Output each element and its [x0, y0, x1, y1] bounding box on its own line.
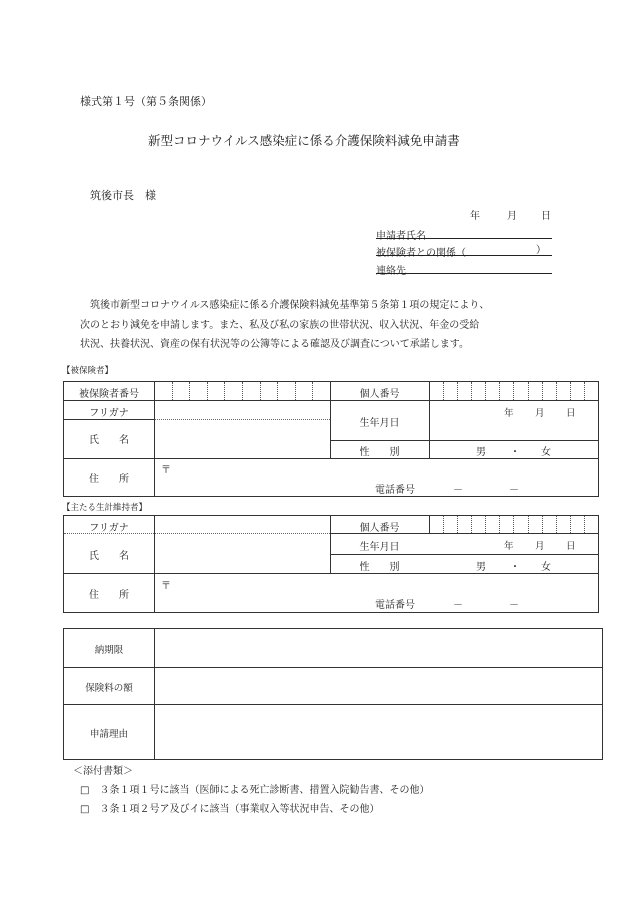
date-year-label: 年 — [470, 211, 480, 222]
supporter-gender-male[interactable]: 男 — [476, 562, 486, 573]
supporter-birthdate-label: 生年月日 — [359, 542, 400, 553]
insured-number-input[interactable] — [155, 382, 330, 400]
body-line-2: 次のとおり減免を申請します。また、私及び私の家族の世帯状況、収入状況、年金の受給 — [80, 320, 480, 331]
supporter-birth-day: 日 — [566, 541, 576, 552]
supporter-birth-year: 年 — [504, 541, 514, 552]
payment-table — [63, 628, 603, 760]
insured-birth-month: 月 — [535, 408, 545, 419]
supporter-gender-separator: ・ — [510, 562, 520, 573]
date-day-label: 日 — [541, 211, 551, 222]
attachment-item-1[interactable]: □ ３条１項１号に該当（医師による死亡診断書、措置入院勧告書、その他） — [80, 785, 430, 796]
supporter-table — [63, 515, 599, 613]
applicant-contact-field[interactable] — [376, 259, 552, 277]
supporter-phone-dash-1: － — [453, 600, 463, 611]
insured-gender-separator: ・ — [510, 447, 520, 458]
applicant-relation-field[interactable] — [376, 241, 552, 259]
supporter-personal-number-label: 個人番号 — [359, 523, 400, 534]
supporter-name-label: 氏 名 — [89, 551, 129, 562]
insured-postal-mark: 〒 — [161, 465, 171, 476]
insured-name-label: 氏 名 — [89, 435, 129, 446]
applicant-name-label: 申請者氏名 — [376, 231, 426, 242]
insured-birthdate-label: 生年月日 — [359, 418, 400, 429]
payment-due-label: 納期限 — [94, 645, 124, 656]
insured-personal-number-input[interactable] — [430, 382, 598, 400]
insured-gender-label: 性 別 — [359, 447, 400, 458]
body-line-1: 筑後市新型コロナウイルス感染症に係る介護保険料減免基準第５条第１項の規定により、 — [90, 300, 490, 311]
insured-personal-number-label: 個人番号 — [359, 389, 400, 400]
supporter-section-header: 【主たる生計維持者】 — [62, 503, 148, 513]
insured-phone-label: 電話番号 — [375, 485, 415, 496]
payment-due-field[interactable] — [155, 629, 601, 667]
document-title: 新型コロナウイルス感染症に係る介護保険料減免申請書 — [148, 133, 460, 148]
form-number: 様式第１号（第５条関係） — [80, 95, 212, 108]
insured-address-label: 住 所 — [89, 474, 129, 485]
insured-birth-day: 日 — [566, 408, 576, 419]
addressee: 筑後市長 様 — [90, 189, 156, 202]
payment-reason-label: 申請理由 — [89, 729, 128, 740]
payment-reason-field[interactable] — [155, 705, 601, 759]
insured-birth-year: 年 — [504, 408, 514, 419]
supporter-personal-number-input[interactable] — [430, 516, 598, 533]
insured-number-label: 被保険者番号 — [79, 389, 139, 400]
attachments-header: ＜添付書類＞ — [73, 766, 133, 777]
applicant-relation-close: ） — [536, 245, 546, 256]
supporter-gender-label: 性 別 — [359, 562, 400, 573]
supporter-address-label: 住 所 — [89, 590, 129, 601]
applicant-contact-label: 連絡先 — [376, 266, 406, 277]
insured-gender-female[interactable]: 女 — [541, 447, 551, 458]
supporter-phone-label: 電話番号 — [375, 600, 415, 611]
supporter-birth-month: 月 — [535, 541, 545, 552]
supporter-phone-dash-2: － — [509, 600, 519, 611]
payment-amount-field[interactable] — [155, 668, 601, 704]
insured-phone-dash-2: － — [509, 485, 519, 496]
attachment-item-2[interactable]: □ ３条１項２号ア及びイに該当（事業収入等状況申告、その他） — [80, 804, 380, 815]
applicant-name-field[interactable] — [376, 224, 552, 242]
payment-amount-label: 保険料の額 — [85, 683, 133, 694]
applicant-relation-label: 被保険者との関係（ — [376, 248, 466, 259]
supporter-postal-mark: 〒 — [161, 581, 171, 592]
insured-furigana-label: フリガナ — [89, 408, 129, 419]
insured-phone-dash-1: － — [453, 485, 463, 496]
body-line-3: 状況、扶養状況、資産の保有状況等の公簿等による確認及び調査について承諾します。 — [80, 339, 469, 350]
supporter-gender-female[interactable]: 女 — [541, 562, 551, 573]
insured-table — [63, 381, 599, 497]
date-month-label: 月 — [507, 211, 517, 222]
supporter-furigana-label: フリガナ — [89, 523, 129, 534]
insured-section-header: 【被保険者】 — [62, 366, 114, 376]
insured-gender-male[interactable]: 男 — [476, 447, 486, 458]
